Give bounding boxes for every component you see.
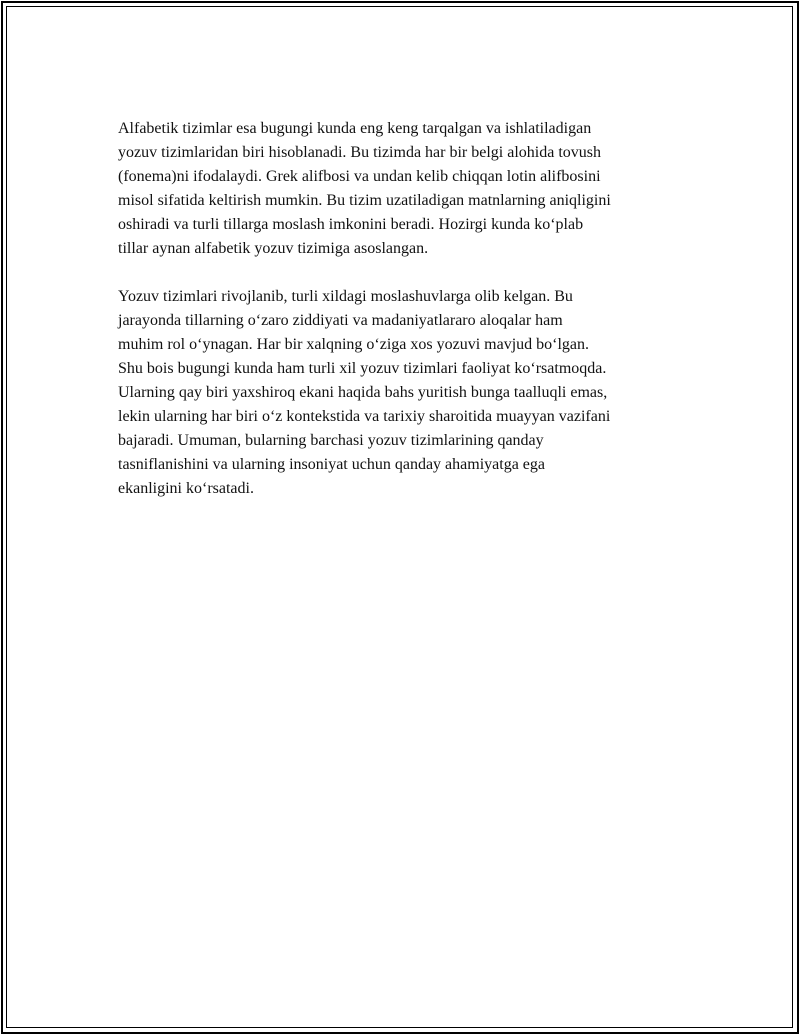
text-line: ekanligini ko‘rsatadi. [118,480,254,497]
text-line: tillar aynan alfabetik yozuv tizimiga asoslangan. [118,240,429,257]
paragraph-alphabetic-systems [118,117,698,261]
text-line: Ularning qay biri yaxshiroq ekani haqida bahs yuritish bunga taalluqli emas, [118,384,608,401]
text-line: misol sifatida keltirish mumkin. Bu tizim uzatiladigan matnlarning aniqligini [118,192,611,209]
text-line: (fonema)ni ifodalaydi. Grek alifbosi va undan kelib chiqqan lotin alifbosini [118,168,601,185]
text-line: muhim rol o‘ynagan. Har bir xalqning o‘ziga xos yozuvi mavjud bo‘lgan. [118,336,590,353]
text-line: bajaradi. Umuman, bularning barchasi yozuv tizimlarining qanday [118,432,544,449]
text-line: yozuv tizimlaridan biri hisoblanadi. Bu tizimda har bir belgi alohida tovush [118,144,602,161]
paragraph-writing-systems-development [118,285,698,501]
text-line: tasniflanishini va ularning insoniyat uchun qanday ahamiyatga ega [118,456,545,473]
text-line: Alfabetik tizimlar esa bugungi kunda eng keng tarqalgan va ishlatiladigan [118,120,592,137]
text-line: Shu bois bugungi kunda ham turli xil yozuv tizimlari faoliyat ko‘rsatmoqda. [118,360,607,377]
document-body [118,117,698,525]
text-line: oshiradi va turli tillarga moslash imkonini beradi. Hozirgi kunda ko‘plab [118,216,584,233]
text-line: lekin ularning har biri o‘z kontekstida va tarixiy sharoitida muayyan vazifani [118,408,611,425]
text-line: Yozuv tizimlari rivojlanib, turli xildagi moslashuvlarga olib kelgan. Bu [118,288,573,305]
text-line: jarayonda tillarning o‘zaro ziddiyati va madaniyatlararo aloqalar ham [118,312,563,329]
